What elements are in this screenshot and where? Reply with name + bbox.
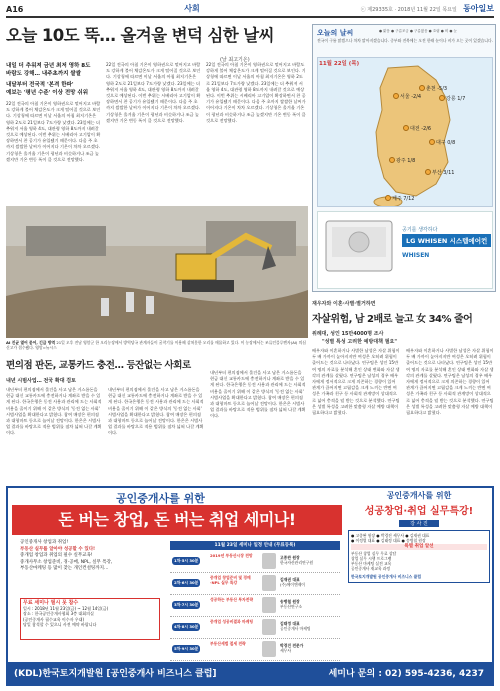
city-temp-label: 강릉 1/7 [446,96,466,102]
korea-map-svg [318,58,493,207]
section-name: 사회 [184,4,200,13]
right-story-headline: 자살위험, 남 2배로 늘고 女 34% 줄어 [312,314,473,325]
speaker-org: 공인중개사 마케팅 [280,626,311,631]
schedule-speaker [280,577,340,587]
schedule-speaker [280,621,340,631]
city-temp-label: 춘천 -5/3 [426,86,448,92]
story2-body-1: 내년부터 편의점에서 물건을 사고 남은 거스름돈을 현금 대신 교통카드에 충전하거나 계좌로 받을 수 있게 된다. 한국은행은 동전 사용과 관리에 드는 사회적 비용을 줄이기 위해 이 같은 방식의 '동전 없는 사회' 시범사업을 확대한다고 밝혔다. 참여 매장은 편의점과 대형마트 등으로 늘어날 전망이다. 한은은 시범사업 결과를 바탕으로 적용 범위를 점차 넓혀 나갈 계획이다. [6,387,102,436]
schedule-time: 2차·6시 30분 [174,580,199,585]
aircon-unit-graphic [320,213,400,289]
seminar-banner-ad [6,486,494,686]
speaker-org: 한국자산관리연구원 [280,560,314,565]
banner-footer [8,662,492,684]
story2-column-2 [108,387,204,482]
lead-subhead-3: 내달부터 전국적 '본격 한파' [6,82,74,88]
city-temp-label: 대전 -2/6 [410,126,432,132]
speaker-photo [262,575,276,591]
schedule-topic: 중개업 창업준비 및 경매·NPL 실무 특강 [210,575,251,585]
right-story-body-1: 배우자와 이혼하거나 사별한 남성은 자살 위험이 두 배 가까이 높아지지만 여성은 오히려 위험이 줄어드는 것으로 나타났다. 연구팀은 성인 15만여 명의 자료를 분석해 혼인 상태 변화와 자살 생각의 관계를 살폈다. 연구팀은 남성의 경우 배우자에게 정서적으로 크게 의존하는 경향이 있어 관계가 끊어지면 고립감을 크게 느끼는 반면 여성은 가족과 친구 등 사회적 관계망이 상대적으로 넓어 충격을 덜 받는 것으로 분석했다. 연구팀은 성별 특성을 고려한 맞춤형 자살 예방 대책이 필요하다고 밝혔다. [312,348,400,416]
lead-column-1 [6,62,101,202]
banner-notice-line: 장소 : 한국공인중개사협회 3층 대회의실 [23,611,94,617]
banner-right-title-1: 공인중개사를 위한 [386,491,452,500]
city-marker [390,158,395,163]
photo-caption-text: 21일 오후 전남 영암군 한 오리농장에서 방역당국 관계자들이 굴착기를 이용해 살처분한 오리를 매몰하고 있다. 이 농장에서는 조류인플루엔자(AI) 의심 신고가 접수됐다. 영암=뉴시스 [6,340,306,350]
schedule-topic: 부동산세법 절세 전략 [210,641,246,646]
lead-body-2: 22일 전국의 아침 기온이 영하권으로 떨어지고 바람도 강하게 불어 체감온도가 크게 떨어질 것으로 보인다. 기상청에 따르면 이날 서울의 아침 최저기온은 영하 2도로 21일보다 7도가량 낮겠다. 23일에는 더 추워져 서울 영하 4도, 대관령 영하 8도까지 내려갈 것으로 예상된다. 이번 추위는 시베리아 고기압이 확장하면서 찬 공기가 유입됐기 때문이다. 다음 주 초까지 쌀쌀한 날씨가 이어지다 기온이 차차 오르겠다. 기상청은 올겨울 기온이 평년과 비슷하거나 조금 높겠지만 기온 변동 폭이 클 것으로 전망했다. [106,62,201,123]
banner-info [20,540,160,573]
headline-byline: (날 최고기온) [220,57,250,63]
banner-info-line: 중개사무소 창업준비, 경·공매, NPL, 실무 특강, [20,559,113,565]
schedule-row [170,595,340,617]
city-temp-label: 서울 -2/4 [400,94,422,100]
schedule-speaker [280,643,340,653]
banner-info-line: 중개업 창업과 취업의 필수 실무교육! [20,553,93,558]
schedule-row [170,639,340,661]
schedule-time: 4차·8시 30분 [174,624,199,629]
city-temp-label: 부산 3/11 [432,170,455,176]
banner-right-line: ● 고종완 원장 ● 박경진 세무사 ● 김재권 대표 [351,533,430,538]
masthead [6,4,494,18]
photo-caption [6,340,308,350]
lead-column-2 [106,62,201,202]
weather-summary: 전국이 구름 많겠으나 차차 맑아지겠습니다. 중부와 전북에는 오전 한때 눈이나 비가 오는 곳이 있겠습니다. [317,38,493,43]
banner-right-box [348,530,490,583]
city-marker [404,126,409,131]
banner-notice-box [20,598,160,640]
schedule-topic: 성공하는 부동산 투자전략 [210,597,253,602]
right-story-column-2 [406,348,494,482]
banner-notice-line: 당일 참석할 수 있으니 사전 예약 바랍니다 [23,621,97,627]
weather-box [312,24,496,292]
city-marker [426,170,431,175]
schedule-topic: 중개업 성공비결과 마케팅 [210,619,253,624]
schedule-row [170,617,340,639]
schedule-speaker [280,599,340,609]
banner-right-contact: 한국토지개발원 공인중개사 비즈니스 클럽 [351,574,421,580]
banner-right-title-2: 성공창업·취업 실무특강! [364,506,474,517]
banner-right-line: 부동산 마케팅 실전 교육 [351,561,392,567]
speaker-name: 송병철 원장 [280,599,300,604]
speaker-org: (주)에이앤제이 [280,582,305,587]
banner-footer-org: (KDL)한국토지개발원 [공인중개사 비즈니스 클럽] [14,669,217,679]
city-marker [440,96,445,101]
lead-body-3: 22일 전국의 아침 기온이 영하권으로 떨어지고 바람도 강하게 불어 체감온도가 크게 떨어질 것으로 보인다. 기상청에 따르면 이날 서울의 아침 최저기온은 영하 2도로 21일보다 7도가량 낮겠다. 23일에는 더 추워져 서울 영하 4도, 대관령 영하 8도까지 내려갈 것으로 예상된다. 이번 추위는 시베리아 고기압이 확장하면서 찬 공기가 유입됐기 때문이다. 다음 주 초까지 쌀쌀한 날씨가 이어지다 기온이 차차 오르겠다. 기상청은 올겨울 기온이 평년과 비슷하거나 조금 높겠지만 기온 변동 폭이 클 것으로 전망했다. [206,62,306,123]
speaker-org: 세무사 [280,648,292,653]
story2-body-3: 내년부터 편의점에서 물건을 사고 남은 거스름돈을 현금 대신 교통카드에 충전하거나 계좌로 받을 수 있게 된다. 한국은행은 동전 사용과 관리에 드는 사회적 비용을 줄이기 위해 이 같은 방식의 '동전 없는 사회' 시범사업을 확대한다고 밝혔다. 참여 매장은 편의점과 대형마트 등으로 늘어날 전망이다. 한은은 시범사업 결과를 바탕으로 적용 범위를 점차 넓혀 나갈 계획이다. [210,370,306,419]
weather-date: 11월 22일 (목) [319,61,360,67]
speaker-name: 김재권 대표 [280,577,300,582]
speaker-photo [262,641,276,657]
lead-subhead-1: 내일 더 추워져 금년 최저 영하 8도 [6,63,91,69]
weather-title: 오늘의 날씨 [317,29,354,37]
lead-column-3 [206,62,306,202]
ad-tagline: 공기를 생각하다 [402,227,438,233]
right-story-subhead-1: 위례대, 성인 15만4000명 조사 [312,331,384,337]
city-marker [430,140,435,145]
page-number: A16 [6,5,24,14]
schedule-time: 5차·9시 30분 [174,646,199,651]
schedule-topic: 2019년 부동산시장 전망 [210,553,253,558]
right-story-subhead-2: "성별 특성 고려한 예방대책 필요" [322,339,397,345]
speaker-name: 박경진 전문가 [280,643,304,648]
main-headline: 오늘 10도 뚝… 올겨울 변덕 심한 날씨 [6,26,274,45]
banner-info-line: 부동산 실무를 알아야 성공할 수 있다! [20,546,96,552]
ad-brand: LG WHISEN 시스템에어컨 [402,234,491,247]
banner-right-subhead: 특별 취업 알선 [351,544,487,549]
banner-right-line: ● 이정열 대표 ● 김태정 대표 ● 송병철 원장 [351,538,426,544]
schedule-time: 3차·7시 30분 [174,602,199,607]
banner-right-line: 공인중개사 재교육 과정 [351,566,391,572]
speaker-name: 고종완 원장 [280,555,300,560]
newspaper-brand: 동아일보 [463,3,494,13]
story2-headline: 편의점 판돈, 교통카드 충전… 등잔없는 사회로 [6,360,191,371]
story2-body-2: 내년부터 편의점에서 물건을 사고 남은 거스름돈을 현금 대신 교통카드에 충전하거나 계좌로 받을 수 있게 된다. 한국은행은 동전 사용과 관리에 드는 사회적 비용을 줄이기 위해 이 같은 방식의 '동전 없는 사회' 시범사업을 확대한다고 밝혔다. 참여 매장은 편의점과 대형마트 등으로 늘어날 전망이다. 한은은 시범사업 결과를 바탕으로 적용 범위를 점차 넓혀 나갈 계획이다. [108,387,204,436]
banner-title-2: 돈 버는 창업, 돈 버는 취업 세미나! [12,505,342,535]
photo-caption-label: AI 진균 열어 묻어, 긴급 방역 [6,340,56,345]
banner-right-line: 창업 실무 시행 프로그램 [351,555,392,561]
banner-right-line: 부동산 창업 실무 무료 상담 [351,550,397,556]
city-temp-label: 광주 1/8 [396,158,416,164]
banner-footer-phone: 세미나 문의 : 02) 595-4236, 4237 [328,669,484,679]
lead-subhead-4: 예보는 '평년 수준' 이상 전망 쉬워 [6,90,89,96]
city-marker [394,94,399,99]
aircon-ad [317,211,493,289]
city-marker [386,196,391,201]
schedule-time: 1차·5시 30분 [174,558,199,563]
banner-right-label: 강 사 진 [399,520,439,527]
banner-notice-line: (공인중개사 필수교육 이수자 우대) [23,616,85,622]
weather-legend: ● 맑음 ● 구름조금 ● 구름많음 ● 흐림 ● 비 ● 눈 [379,29,457,33]
schedule-row [170,551,340,573]
banner-notice-title: 무료 세미나 필시 못 참수 [23,600,79,606]
story2-column-1 [6,387,102,482]
story2-subhead: 내년 시범사업… 전국 확대 검토 [6,378,76,384]
excavator-photo-svg [6,206,308,338]
speaker-name: 김태정 대표 [280,621,300,626]
speaker-photo [262,597,276,613]
weather-map [317,57,493,207]
speaker-org: 부동산연구소 [280,604,303,609]
lead-subhead-2: 바람도 강해… 내주초까지 쌀쌀 [6,71,82,77]
banner-title-1: 공인중개사를 위한 [116,492,205,505]
banner-right-panel [348,490,490,660]
ad-product: WHISEN [402,252,430,259]
speaker-photo [262,619,276,635]
story2-column-3 [210,370,306,482]
city-marker [420,86,425,91]
city-temp-label: 제주 7/12 [392,196,415,202]
banner-info-line: 공인중개사 창업과 취업! [20,540,69,545]
right-story-column-1 [312,348,400,482]
schedule-speaker [280,555,340,565]
banner-notice-line: 일시 : 2018년 11월 23일(금) ~ 12월 14일(금) [23,606,109,612]
right-story-tag: 재우자와 이혼·사별·별거하면 [312,301,376,307]
banner-info-line: 부동산마케팅 등 많이 찾는 개인컨설팅까지… [20,566,109,571]
news-photo [6,206,308,338]
issue-meta: ⓒ 제29335호 · 2018년 11월 22일 목요일 [360,7,457,13]
lead-body-1: 22일 전국의 아침 기온이 영하권으로 떨어지고 바람도 강하게 불어 체감온도가 크게 떨어질 것으로 보인다. 기상청에 따르면 이날 서울의 아침 최저기온은 영하 2도로 21일보다 7도가량 낮겠다. 23일에는 더 추워져 서울 영하 4도, 대관령 영하 8도까지 내려갈 것으로 예상된다. 이번 추위는 시베리아 고기압이 확장하면서 찬 공기가 유입됐기 때문이다. 다음 주 초까지 쌀쌀한 날씨가 이어지다 기온이 차차 오르겠다. 기상청은 올겨울 기온이 평년과 비슷하거나 조금 높겠지만 기온 변동 폭이 클 것으로 전망했다. [6,101,101,162]
right-story-body-2: 배우자와 이혼하거나 사별한 남성은 자살 위험이 두 배 가까이 높아지지만 여성은 오히려 위험이 줄어드는 것으로 나타났다. 연구팀은 성인 15만여 명의 자료를 분석해 혼인 상태 변화와 자살 생각의 관계를 살폈다. 연구팀은 남성의 경우 배우자에게 정서적으로 크게 의존하는 경향이 있어 관계가 끊어지면 고립감을 크게 느끼는 반면 여성은 가족과 친구 등 사회적 관계망이 상대적으로 넓어 충격을 덜 받는 것으로 분석했다. 연구팀은 성별 특성을 고려한 맞춤형 자살 예방 대책이 필요하다고 밝혔다. [406,348,494,416]
schedule-header: 11월 23일 세미나 일정 안내 (무료등록) [170,541,340,550]
city-temp-label: 대구 0/8 [436,140,456,146]
speaker-photo [262,553,276,569]
schedule-row [170,573,340,595]
